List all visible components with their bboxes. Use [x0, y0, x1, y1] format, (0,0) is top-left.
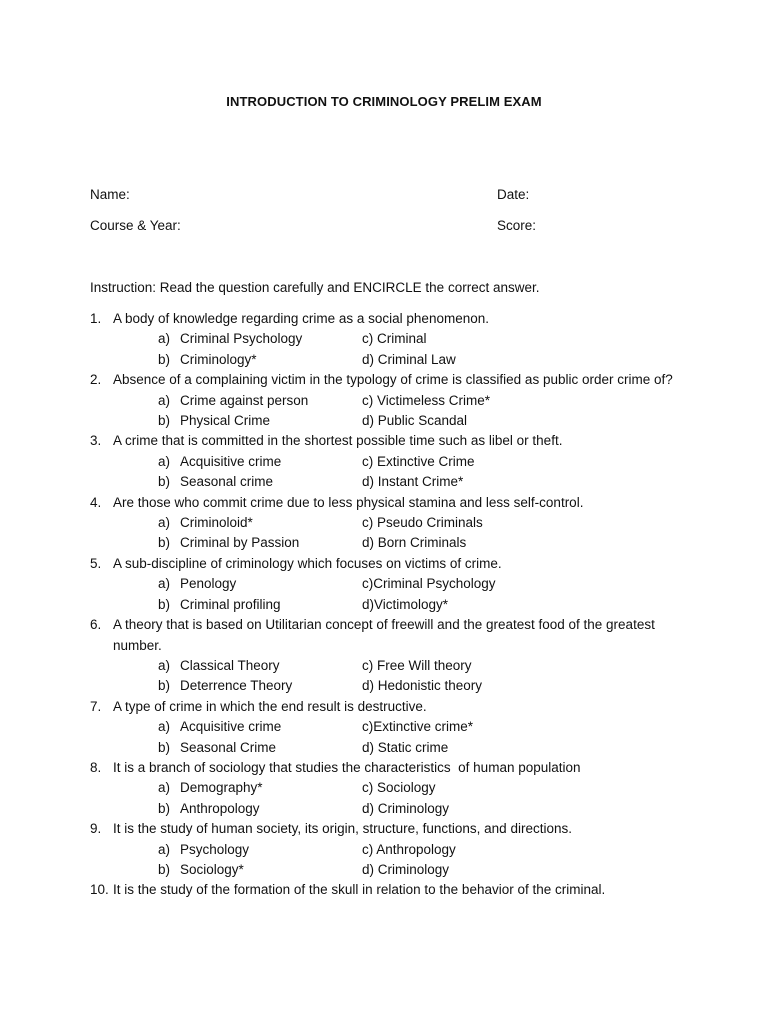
option-letter: b) [158, 535, 171, 551]
question-item [90, 880, 690, 900]
option-b: Criminal by Passion [180, 535, 300, 551]
question-item [90, 819, 690, 880]
option-a: Acquisitive crime [180, 719, 282, 735]
option-letter: b) [158, 351, 171, 367]
option-letter: a) [158, 841, 171, 857]
name-label: Name: [90, 187, 130, 202]
question-text: A body of knowledge regarding crime as a social phenomenon. [113, 311, 489, 326]
question-number: 8. [90, 759, 102, 775]
question-number: 4. [90, 494, 102, 510]
option-c: c)Extinctive crime* [362, 719, 474, 735]
option-letter: b) [158, 596, 171, 612]
option-b: Criminology* [180, 351, 257, 367]
option-a: Acquisitive crime [180, 453, 282, 469]
option-a: Demography* [180, 780, 263, 796]
option-letter: a) [158, 780, 171, 796]
question-item [90, 493, 690, 554]
option-a: Penology [180, 576, 237, 592]
option-letter: a) [158, 331, 171, 347]
question-item [90, 758, 690, 819]
option-a: Criminal Psychology [180, 331, 303, 347]
question-item [90, 370, 690, 431]
option-d: d) Hedonistic theory [362, 678, 483, 694]
option-letter: a) [158, 576, 171, 592]
option-c: c) Criminal [362, 331, 427, 347]
option-b: Criminal profiling [180, 596, 281, 612]
option-d: d) Criminal Law [362, 351, 456, 367]
option-letter: a) [158, 515, 171, 531]
option-letter: a) [158, 719, 171, 735]
option-b: Seasonal Crime [180, 739, 277, 755]
option-letter: b) [158, 800, 171, 816]
instruction-text: Instruction: Read the question carefully and ENCIRCLE the correct answer. [90, 280, 540, 295]
option-a: Psychology [180, 841, 250, 857]
question-text: It is the study of human society, its origin, structure, functions, and directions. [113, 821, 572, 837]
option-c: c) Anthropology [362, 841, 456, 857]
option-c: c) Victimeless Crime* [362, 392, 491, 408]
question-text: Are those who commit crime due to less physical stamina and less self-control. [113, 494, 584, 510]
option-letter: a) [158, 657, 171, 673]
option-letter: b) [158, 678, 171, 694]
option-c: c) Extinctive Crime [362, 453, 475, 469]
date-label: Date: [497, 187, 530, 202]
option-c: c)Criminal Psychology [362, 576, 496, 592]
option-c: c) Sociology [362, 780, 436, 796]
question-number: 5. [90, 555, 102, 571]
option-b: Anthropology [180, 800, 260, 816]
option-d: d) Instant Crime* [362, 474, 464, 490]
question-number: 6. [90, 617, 102, 633]
option-d: d) Public Scandal [362, 413, 468, 429]
question-text: It is the study of the formation of the skull in relation to the behavior of the criminal. [113, 882, 606, 898]
question-item [90, 431, 690, 492]
option-letter: a) [158, 392, 171, 408]
option-letter: b) [158, 413, 171, 429]
option-c: c) Free Will theory [362, 657, 472, 673]
option-letter: b) [158, 861, 171, 877]
question-item [90, 615, 690, 697]
option-d: d) Born Criminals [362, 535, 467, 551]
option-b: Sociology* [180, 861, 244, 877]
question-number: 2. [90, 372, 102, 388]
question-number: 3. [90, 433, 102, 449]
option-d: d) Static crime [362, 739, 449, 755]
option-letter: b) [158, 739, 171, 755]
question-list [90, 309, 690, 901]
question-text: A theory that is based on Utilitarian concept of freewill and the greatest food of the greatest number. [113, 617, 655, 653]
course-year-label: Course & Year: [90, 218, 181, 233]
question-text: It is a branch of sociology that studies the characteristics of human population [113, 759, 581, 775]
question-text: A crime that is committed in the shortest possible time such as libel or theft. [113, 433, 563, 449]
question-number: 10. [90, 882, 109, 898]
option-letter: b) [158, 474, 171, 490]
question-text: A sub-discipline of criminology which focuses on victims of crime. [113, 555, 502, 571]
question-number: 1. [90, 311, 102, 326]
option-d: d) Criminology [362, 800, 450, 816]
option-b: Seasonal crime [180, 474, 274, 490]
option-a: Crime against person [180, 392, 309, 408]
option-letter: a) [158, 453, 171, 469]
question-number: 7. [90, 698, 102, 714]
question-item [90, 697, 690, 758]
option-a: Classical Theory [180, 657, 280, 673]
score-label: Score: [497, 218, 537, 233]
question-text: A type of crime in which the end result is destructive. [113, 698, 427, 714]
option-b: Physical Crime [180, 413, 271, 429]
question-number: 9. [90, 821, 102, 837]
option-d: d)Victimology* [362, 596, 449, 612]
option-b: Deterrence Theory [180, 678, 293, 694]
option-a: Criminoloid* [180, 515, 253, 531]
question-item [90, 554, 690, 615]
page-title: INTRODUCTION TO CRIMINOLOGY PRELIM EXAM [226, 94, 542, 109]
question-item [90, 309, 690, 370]
option-d: d) Criminology [362, 861, 450, 877]
question-text: Absence of a complaining victim in the typology of crime is classified as public order crime of? [113, 372, 673, 388]
option-c: c) Pseudo Criminals [362, 515, 483, 531]
